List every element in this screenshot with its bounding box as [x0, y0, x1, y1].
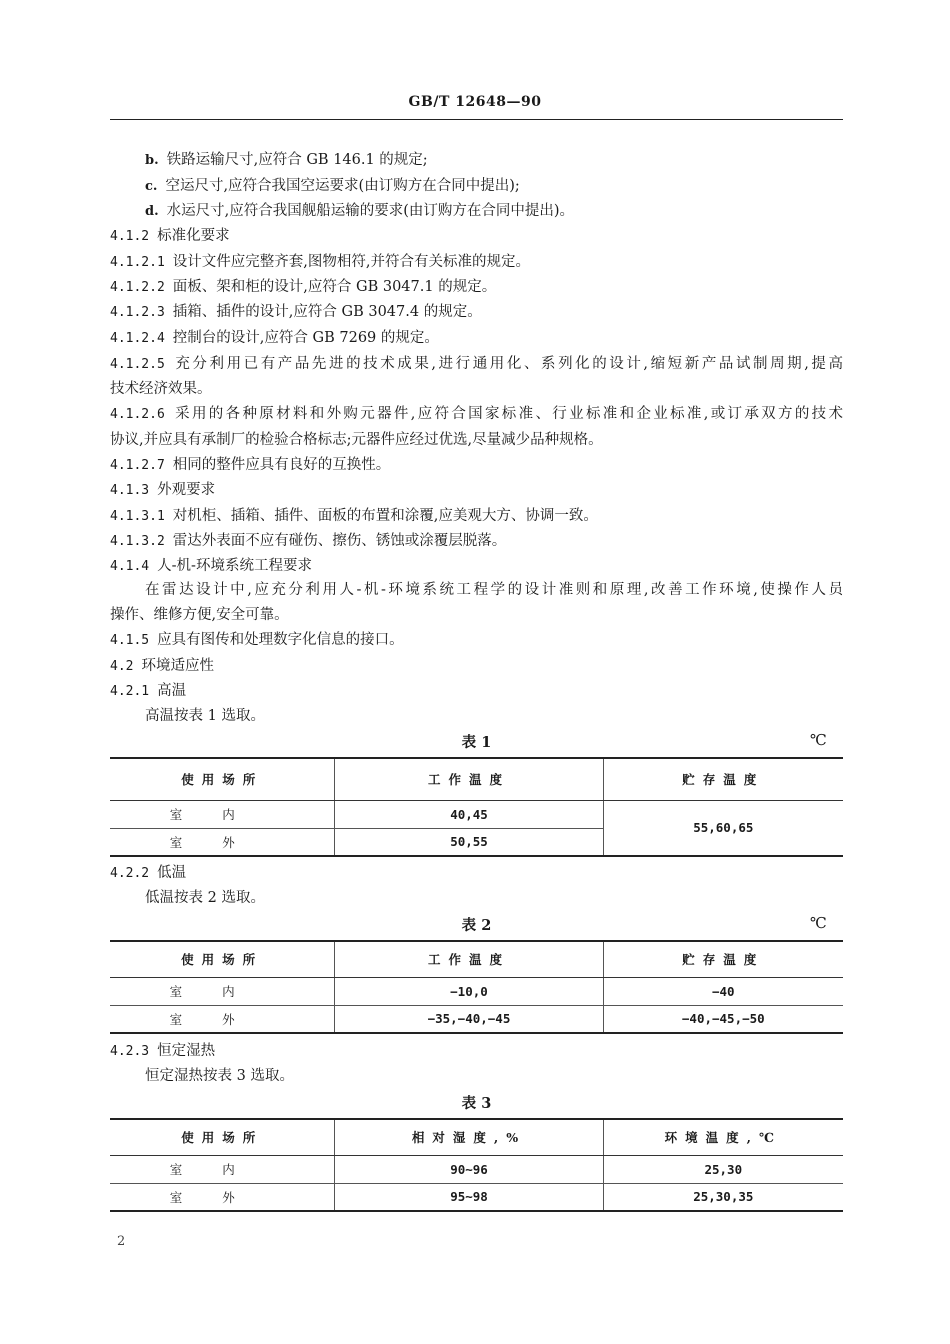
table-unit: ℃ [810, 914, 827, 932]
section-number: 4.2 [110, 659, 134, 674]
section-number: 4.2.2 [110, 866, 150, 881]
cell-storage-temp: 55,60,65 [603, 800, 843, 856]
cell-humidity: 95~98 [335, 1183, 603, 1211]
clause-text: 雷达外表面不应有碰伤、擦伤、锈蚀或涂覆层脱落。 [172, 533, 507, 549]
clause-text: 采用的各种原材料和外购元器件,应符合国家标准、行业标准和企业标准,或订承双方的技术 [172, 406, 843, 422]
clause-number: 4.1.2.7 [110, 458, 165, 473]
paragraph: 低温按表 2 选取。 [145, 890, 265, 906]
column-header: 相对湿度,% [335, 1119, 603, 1155]
section-number: 4.2.3 [110, 1044, 150, 1059]
list-label: d. [145, 204, 159, 219]
list-item [145, 201, 878, 222]
document-header: GB/T 12648—90 [408, 94, 542, 110]
list-text: 空运尺寸,应符合我国空运要求(由订购方在合同中提出); [165, 178, 520, 194]
clause-number: 4.1.2.2 [110, 280, 165, 295]
section-number: 4.1.5 [110, 633, 150, 648]
paragraph-continuation: 操作、维修方便,安全可靠。 [110, 607, 289, 623]
table-low-temperature [110, 940, 843, 1034]
clause [110, 404, 843, 425]
table-caption: 表 1 [461, 734, 492, 751]
clause-number: 4.1.2.3 [110, 305, 165, 320]
column-header: 使用场所 [110, 941, 335, 977]
clause [110, 277, 843, 298]
section-number: 4.1.4 [110, 559, 150, 574]
clause-text: 面板、架和柜的设计,应符合 GB 3047.1 的规定。 [172, 279, 497, 295]
cell-env-temp: 25,30,35 [603, 1183, 843, 1211]
table-row [110, 977, 843, 1005]
column-header: 使用场所 [110, 758, 335, 800]
table-row [110, 1005, 843, 1033]
cell-place: 室内 [110, 977, 335, 1005]
table-row [110, 800, 843, 828]
section-text: 高温 [157, 683, 187, 699]
cell-env-temp: 25,30 [603, 1155, 843, 1183]
clause-text: 插箱、插件的设计,应符合 GB 3047.4 的规定。 [172, 304, 482, 320]
column-header: 环境温度,℃ [603, 1119, 843, 1155]
table-damp-heat [110, 1118, 843, 1212]
section-text: 低温 [157, 865, 187, 881]
column-header: 工作温度 [335, 758, 603, 800]
cell-place: 室内 [110, 1155, 335, 1183]
cell-place: 室外 [110, 828, 335, 856]
cell-place: 室外 [110, 1005, 335, 1033]
section-heading [110, 480, 843, 501]
section-text: 环境适应性 [141, 658, 214, 674]
paragraph: 高温按表 1 选取。 [145, 708, 265, 724]
list-item [145, 150, 878, 171]
column-header: 使用场所 [110, 1119, 335, 1155]
section-text: 人-机-环境系统工程要求 [157, 558, 312, 574]
section-heading [110, 226, 843, 247]
clause [110, 354, 843, 375]
clause-number: 4.1.2.5 [110, 357, 165, 372]
list-label: b. [145, 153, 159, 168]
clause [110, 531, 843, 552]
clause-number: 4.1.3.2 [110, 534, 165, 549]
table-caption: 表 2 [461, 917, 492, 934]
section-number: 4.1.2 [110, 229, 150, 244]
cell-storage-temp: −40,−45,−50 [603, 1005, 843, 1033]
column-header: 贮存温度 [603, 758, 843, 800]
list-text: 铁路运输尺寸,应符合 GB 146.1 的规定; [166, 152, 428, 168]
list-text: 水运尺寸,应符合我国舰船运输的要求(由订购方在合同中提出)。 [166, 203, 575, 219]
section-heading [110, 863, 843, 884]
clause-text: 对机柜、插箱、插件、面板的布置和涂覆,应美观大方、协调一致。 [172, 508, 598, 524]
table-row [110, 1155, 843, 1183]
clause [110, 455, 843, 476]
clause [110, 506, 843, 527]
page-number: 2 [117, 1234, 126, 1249]
clause-number: 4.1.2.6 [110, 407, 165, 422]
table-caption: 表 3 [461, 1095, 492, 1112]
section-heading [110, 1041, 843, 1062]
cell-work-temp: −35,−40,−45 [335, 1005, 603, 1033]
section-heading [110, 681, 843, 702]
section-number: 4.1.3 [110, 483, 150, 498]
clause-text: 充分利用已有产品先进的技术成果,进行通用化、系列化的设计,缩短新产品试制周期,提高 [172, 356, 843, 372]
section-text: 外观要求 [157, 482, 216, 498]
cell-place: 室内 [110, 800, 335, 828]
clause [110, 328, 843, 349]
section-heading [110, 630, 843, 651]
header-rule [110, 119, 843, 120]
list-item [145, 176, 878, 197]
cell-work-temp: 40,45 [335, 800, 603, 828]
cell-work-temp: 50,55 [335, 828, 603, 856]
clause-number: 4.1.3.1 [110, 509, 165, 524]
clause-text: 相同的整件应具有良好的互换性。 [172, 457, 391, 473]
table-unit: ℃ [810, 731, 827, 749]
section-number: 4.2.1 [110, 684, 150, 699]
section-text: 恒定湿热 [157, 1043, 216, 1059]
clause-continuation: 技术经济效果。 [110, 381, 212, 397]
section-text: 标准化要求 [157, 228, 230, 244]
section-heading [110, 656, 843, 677]
cell-storage-temp: −40 [603, 977, 843, 1005]
cell-work-temp: −10,0 [335, 977, 603, 1005]
clause-continuation: 协议,并应具有承制厂的检验合格标志;元器件应经过优选,尽量减少品种规格。 [110, 432, 603, 448]
table-high-temperature [110, 757, 843, 857]
column-header: 贮存温度 [603, 941, 843, 977]
clause-number: 4.1.2.4 [110, 331, 165, 346]
clause [110, 302, 843, 323]
column-header: 工作温度 [335, 941, 603, 977]
section-text: 应具有图传和处理数字化信息的接口。 [157, 632, 404, 648]
clause [110, 252, 843, 273]
clause-text: 控制台的设计,应符合 GB 7269 的规定。 [172, 330, 439, 346]
clause-text: 设计文件应完整齐套,图物相符,并符合有关标准的规定。 [172, 254, 531, 270]
cell-place: 室外 [110, 1183, 335, 1211]
clause-number: 4.1.2.1 [110, 255, 165, 270]
cell-humidity: 90~96 [335, 1155, 603, 1183]
section-heading [110, 556, 843, 577]
paragraph: 在雷达设计中,应充分利用人-机-环境系统工程学的设计准则和原理,改善工作环境,使操作人员 [145, 582, 843, 598]
table-row [110, 1183, 843, 1211]
list-label: c. [145, 179, 158, 194]
paragraph: 恒定湿热按表 3 选取。 [145, 1068, 294, 1084]
